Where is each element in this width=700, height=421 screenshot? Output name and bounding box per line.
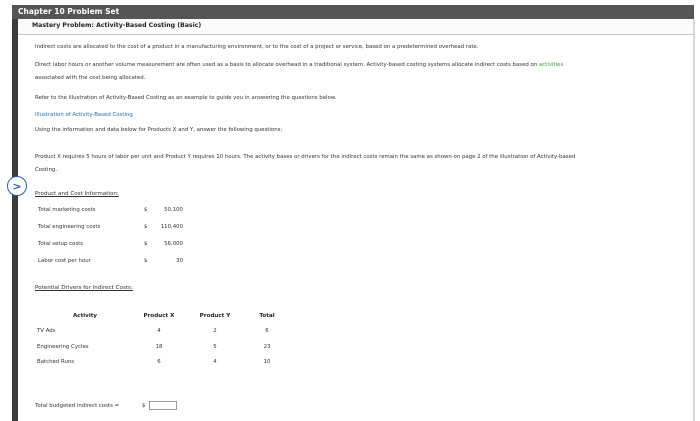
column-header-total: Total xyxy=(259,313,275,319)
next-arrow-button[interactable] xyxy=(7,176,27,196)
driver-cell-x: 18 xyxy=(155,344,163,350)
driver-cell-y: 2 xyxy=(213,328,217,334)
driver-activity-engineering: Engineering Cycles xyxy=(37,344,89,350)
cost-value-setup: 56,000 xyxy=(164,241,183,247)
drivers-heading: Potential Drivers for Indirect Costs: xyxy=(35,285,133,291)
intro-paragraph-1: Indirect costs are allocated to the cost of a product in a manufacturing environment, or to the cost of a project or service, based on a predetermined overhead rate. xyxy=(35,44,479,50)
problem-header xyxy=(18,19,693,35)
answer-currency: $ xyxy=(142,403,146,409)
driver-cell-x: 4 xyxy=(157,328,161,334)
driver-cell-total: 6 xyxy=(265,328,269,334)
cost-value-marketing: 50,100 xyxy=(164,207,183,213)
problem-panel xyxy=(18,19,693,421)
driver-cell-y: 4 xyxy=(213,359,217,365)
cost-currency: $ xyxy=(144,207,148,213)
answer-label: Total budgeted indirect costs = xyxy=(35,403,120,409)
cost-label-setup: Total setup costs xyxy=(38,241,84,247)
column-header-product-x: Product X xyxy=(143,313,175,319)
total-indirect-costs-input[interactable] xyxy=(149,401,177,410)
driver-cell-total: 10 xyxy=(263,359,271,365)
intro-paragraph-5: Product X requires 5 hours of labor per unit and Product Y requires 10 hours. The activity bases or drivers for the indirect costs remain the same as shown on page 2 of the illustration of Activity-based xyxy=(35,154,576,160)
driver-cell-y: 5 xyxy=(213,344,217,350)
cost-value-engineering: 110,400 xyxy=(160,224,183,230)
problem-title: Mastery Problem: Activity-Based Costing (Basic) xyxy=(32,22,202,29)
window-title: Chapter 10 Problem Set xyxy=(18,7,120,16)
driver-activity-tv-ads: TV Ads xyxy=(37,328,56,334)
column-header-product-y: Product Y xyxy=(199,313,231,319)
cost-label-labor: Labor cost per hour xyxy=(38,258,91,264)
driver-cell-total: 23 xyxy=(263,344,271,350)
window-title-bar xyxy=(12,5,694,19)
cost-label-engineering: Total engineering costs xyxy=(38,224,101,230)
cost-currency: $ xyxy=(144,258,148,264)
chevron-right-icon: > xyxy=(12,179,22,193)
intro-paragraph-5-cont: Costing. xyxy=(35,167,58,173)
driver-activity-batched-runs: Batched Runs xyxy=(37,359,75,365)
activities-link[interactable]: activities xyxy=(538,62,564,68)
cost-value-labor: 30 xyxy=(176,258,183,264)
intro-paragraph-2-cont: associated with the cost being allocated. xyxy=(35,75,146,81)
intro-paragraph-2 xyxy=(35,62,563,68)
illustration-link[interactable]: Illustration of Activity-Based Costing xyxy=(35,112,133,118)
right-scrollbar[interactable] xyxy=(693,19,695,421)
intro-paragraph-3: Refer to the illustration of Activity-Based Costing as an example to guide you in answering the questions below. xyxy=(35,95,337,101)
cost-info-heading: Product and Cost Information: xyxy=(35,191,119,197)
cost-currency: $ xyxy=(144,241,148,247)
driver-cell-x: 6 xyxy=(157,359,161,365)
column-header-activity: Activity xyxy=(72,313,98,319)
intro-paragraph-4: Using the information and data below for Products X and Y, answer the following questions: xyxy=(35,127,283,133)
cost-label-marketing: Total marketing costs xyxy=(38,207,96,213)
intro-paragraph-2-text: Direct labor hours or another volume measurement are often used as a basis to allocate overhead in a traditional system. Activity-based costing systems allocate indirect costs based on xyxy=(35,62,538,68)
cost-currency: $ xyxy=(144,224,148,230)
